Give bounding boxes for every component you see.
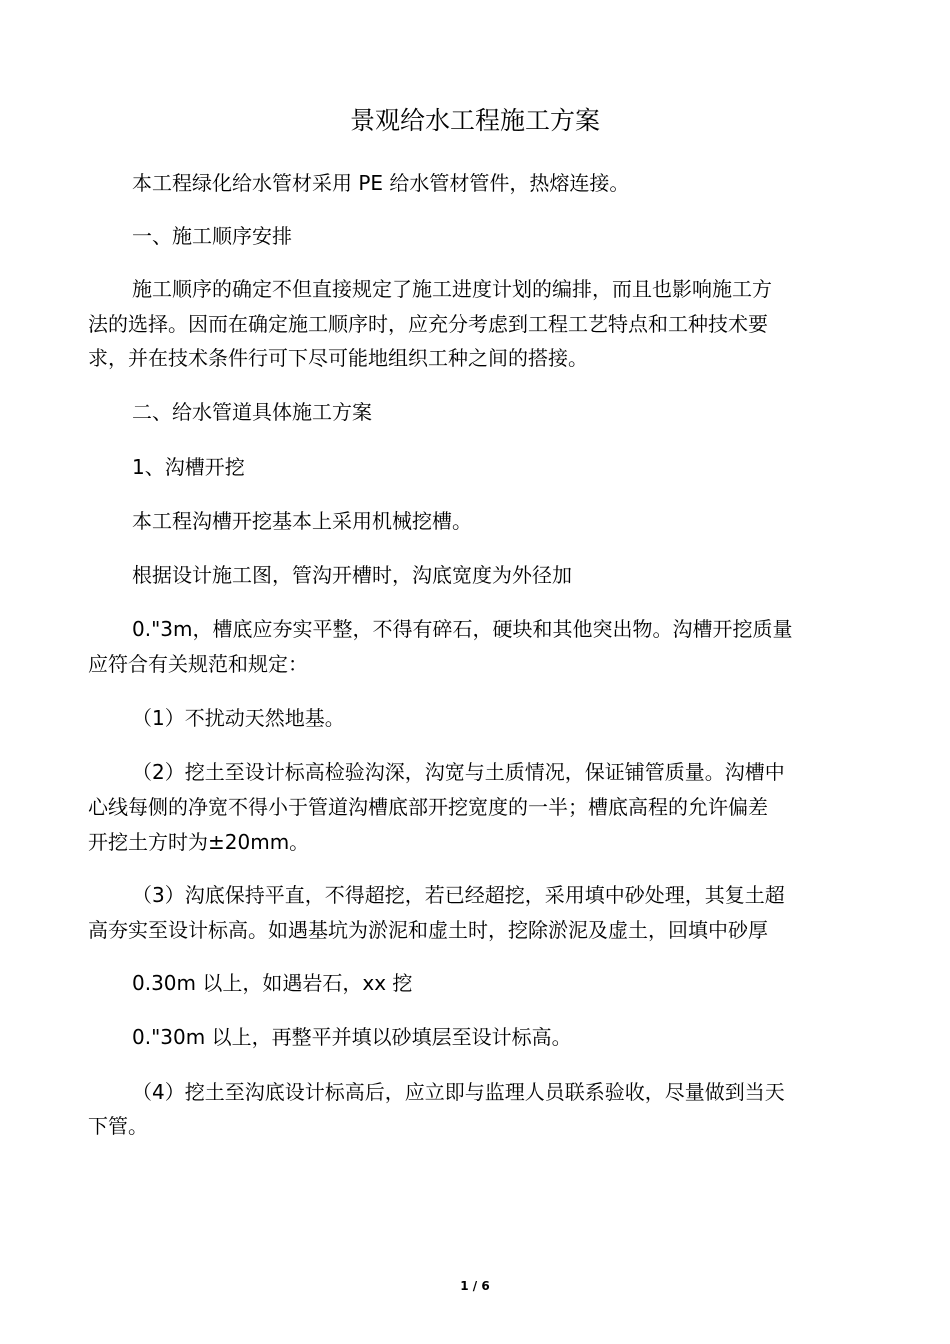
section-heading: 一、施工顺序安排 [132, 224, 292, 248]
text-line: 应符合有关规范和规定： [88, 652, 308, 676]
subsection-heading: 1、沟槽开挖 [132, 455, 245, 479]
text-line: 0.30m 以上，如遇岩石，xx 挖 [132, 971, 413, 995]
list-item: （3）沟底保持平直，不得超挖，若已经超挖，采用填中砂处理，其复土超 [132, 883, 785, 907]
text-line: 根据设计施工图，管沟开槽时，沟底宽度为外径加 [132, 563, 572, 587]
text-line: 开挖土方时为±20mm。 [88, 830, 310, 854]
section-heading: 二、给水管道具体施工方案 [132, 400, 372, 424]
text-line: 施工顺序的确定不但直接规定了施工进度计划的编排，而且也影响施工方 [132, 277, 772, 301]
text-line: 0."30m 以上，再整平并填以砂填层至设计标高。 [132, 1025, 572, 1049]
text-line: 0."3m，槽底应夯实平整，不得有碎石，硬块和其他突出物。沟槽开挖质量 [132, 617, 793, 641]
text-line: 下管。 [88, 1114, 148, 1138]
list-item: （4）挖土至沟底设计标高后，应立即与监理人员联系验收，尽量做到当天 [132, 1080, 785, 1104]
text-line: 本工程绿化给水管材采用 PE 给水管材管件，热熔连接。 [132, 171, 630, 195]
text-line: 本工程沟槽开挖基本上采用机械挖槽。 [132, 509, 472, 533]
text-line: 求，并在技术条件行可下尽可能地组织工种之间的搭接。 [88, 346, 588, 370]
page-number: 1 / 6 [460, 1279, 490, 1293]
list-item: （2）挖土至设计标高检验沟深，沟宽与土质情况，保证铺管质量。沟槽中 [132, 760, 785, 784]
text-line: 高夯实至设计标高。如遇基坑为淤泥和虚土时，挖除淤泥及虚土，回填中砂厚 [88, 918, 768, 942]
text-line: 心线每侧的净宽不得小于管道沟槽底部开挖宽度的一半；槽底高程的允许偏差 [88, 795, 768, 819]
list-item: （1）不扰动天然地基。 [132, 706, 345, 730]
text-line: 法的选择。因而在确定施工顺序时，应充分考虑到工程工艺特点和工种技术要 [88, 312, 768, 336]
document-title: 景观给水工程施工方案 [349, 106, 600, 135]
